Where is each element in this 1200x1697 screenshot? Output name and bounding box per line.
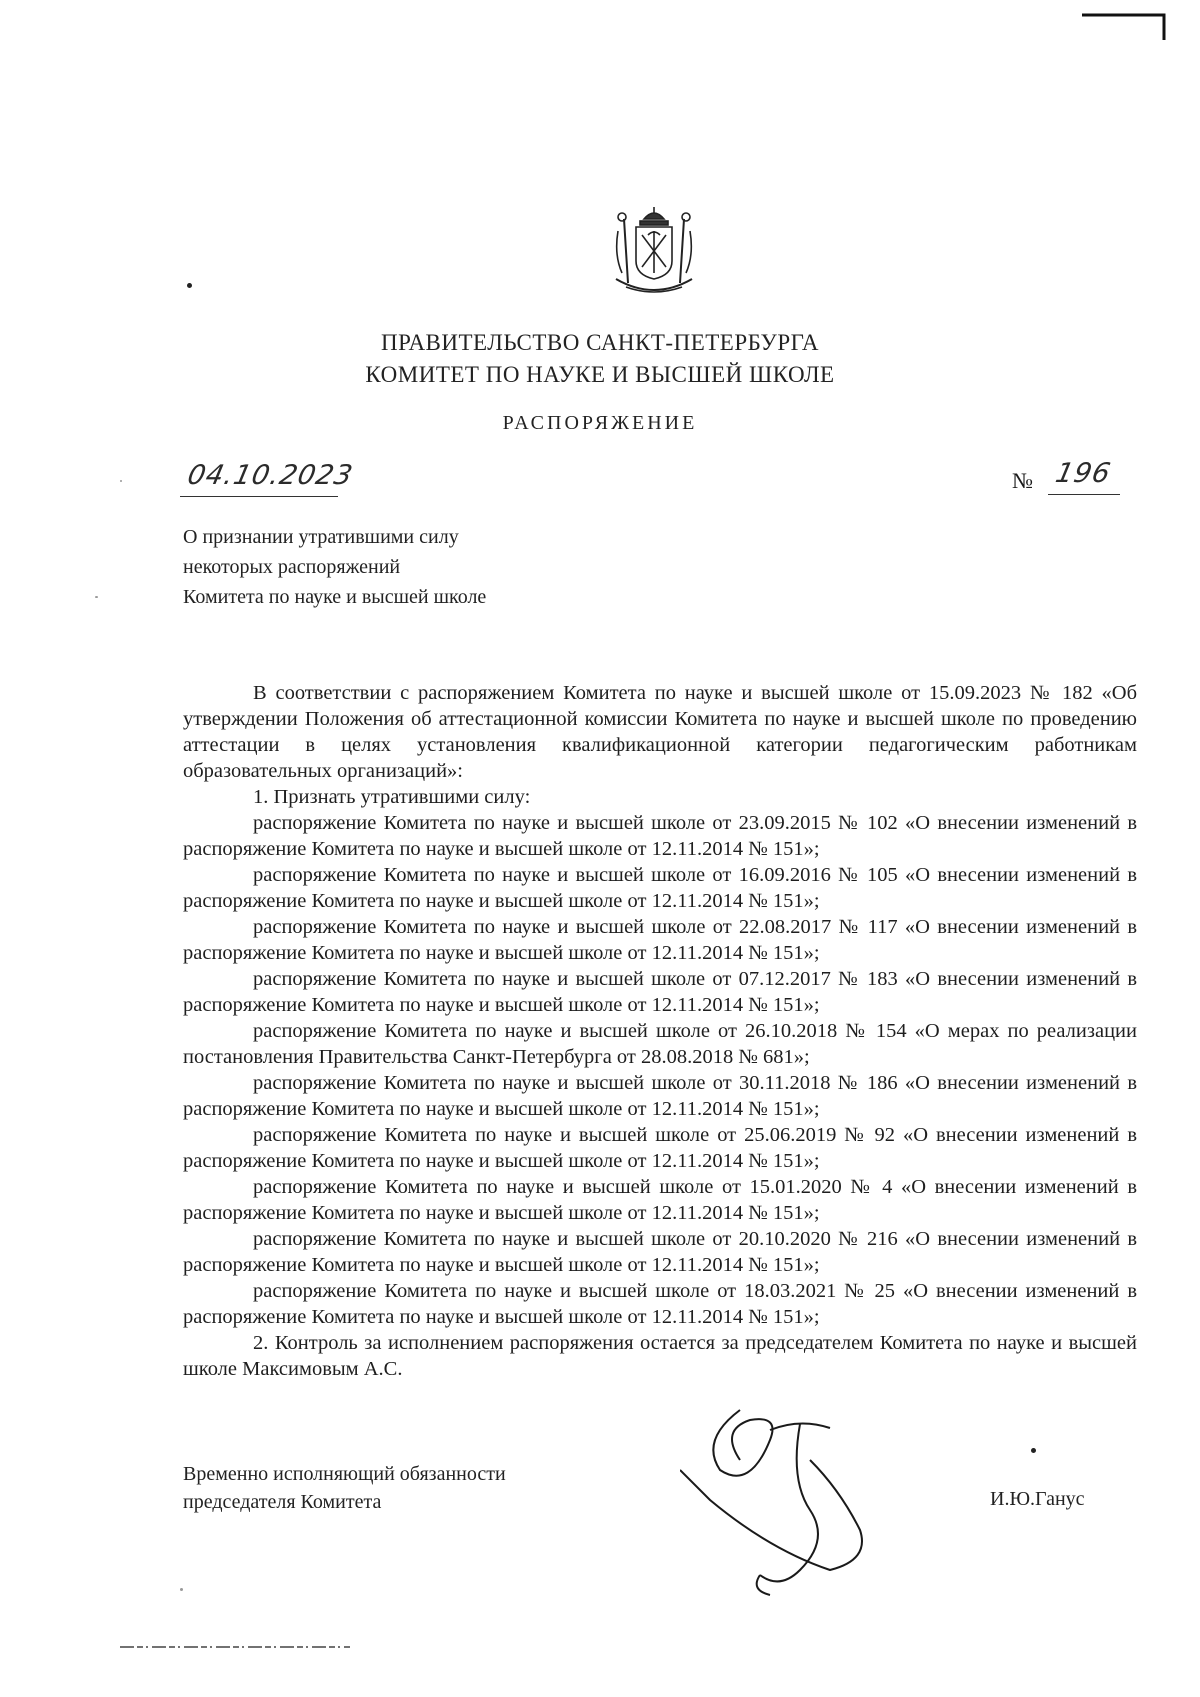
revoked-order-item: распоряжение Комитета по науке и высшей школе от 16.09.2016 № 105 «О внесении изменений в распоряжение Комитета по науке и высшей школе от 12.11.2014 № 151»; bbox=[183, 864, 1137, 912]
handwritten-signature bbox=[680, 1400, 900, 1600]
revoked-order-item: распоряжение Комитета по науке и высшей школе от 26.10.2018 № 154 «О мерах по реализации постановления Правительства Санкт-Петербурга от 28.08.2018 № 681»; bbox=[183, 1020, 1137, 1068]
document-type: РАСПОРЯЖЕНИЕ bbox=[502, 412, 698, 434]
subject-line: О признании утратившими силу bbox=[183, 526, 459, 548]
subject-line: Комитета по науке и высшей школе bbox=[183, 586, 487, 608]
handwritten-number: 196 bbox=[1052, 458, 1114, 489]
scan-speck bbox=[1031, 1448, 1036, 1453]
scan-footer-line bbox=[120, 1645, 350, 1649]
number-label: № bbox=[1012, 468, 1033, 493]
government-title: ПРАВИТЕЛЬСТВО САНКТ-ПЕТЕРБУРГА bbox=[380, 330, 820, 355]
point-2-paragraph: 2. Контроль за исполнением распоряжения остается за председателем Комитета по науке и высшей школе Максимовым А.С. bbox=[183, 1332, 1137, 1380]
position-line: председателя Комитета bbox=[183, 1491, 382, 1513]
revoked-order-item: распоряжение Комитета по науке и высшей школе от 18.03.2021 № 25 «О внесении изменений в распоряжение Комитета по науке и высшей школе от 12.11.2014 № 151»; bbox=[183, 1280, 1137, 1328]
subject-line: некоторых распоряжений bbox=[183, 556, 401, 578]
document-subject bbox=[183, 522, 486, 612]
scan-speck bbox=[180, 1588, 183, 1591]
number-field bbox=[1048, 460, 1120, 495]
revoked-order-item: распоряжение Комитета по науке и высшей школе от 20.10.2020 № 216 «О внесении изменений в распоряжение Комитета по науке и высшей школе от 12.11.2014 № 151»; bbox=[183, 1228, 1137, 1276]
handwritten-date: 04.10.2023 bbox=[184, 460, 356, 491]
scan-speck bbox=[187, 283, 192, 288]
preamble-paragraph: В соответствии с распоряжением Комитета по науке и высшей школе от 15.09.2023 № 182 «Об утверждении Положения об аттестационной комиссии Комитета по науке и высшей школе по проведению аттестации в целях установления квалификационной категории педагогическим работникам образовательных организаций»: bbox=[183, 682, 1137, 782]
revoked-order-item: распоряжение Комитета по науке и высшей школе от 15.01.2020 № 4 «О внесении изменений в распоряжение Комитета по науке и высшей школе от 12.11.2014 № 151»; bbox=[183, 1176, 1137, 1224]
coat-of-arms-emblem bbox=[608, 205, 700, 301]
revoked-order-item: распоряжение Комитета по науке и высшей школе от 30.11.2018 № 186 «О внесении изменений в распоряжение Комитета по науке и высшей школе от 12.11.2014 № 151»; bbox=[183, 1072, 1137, 1120]
position-line: Временно исполняющий обязанности bbox=[183, 1463, 506, 1485]
signatory-name: И.Ю.Ганус bbox=[990, 1488, 1085, 1510]
scan-speck bbox=[120, 480, 122, 482]
committee-title: КОМИТЕТ ПО НАУКЕ И ВЫСШЕЙ ШКОЛЕ bbox=[365, 362, 835, 387]
signatory-position bbox=[183, 1460, 506, 1516]
revoked-order-item: распоряжение Комитета по науке и высшей школе от 25.06.2019 № 92 «О внесении изменений в распоряжение Комитета по науке и высшей школе от 12.11.2014 № 151»; bbox=[183, 1124, 1137, 1172]
scan-speck bbox=[95, 596, 98, 598]
date-field bbox=[180, 460, 356, 497]
revoked-order-item: распоряжение Комитета по науке и высшей школе от 22.08.2017 № 117 «О внесении изменений в распоряжение Комитета по науке и высшей школе от 12.11.2014 № 151»; bbox=[183, 916, 1137, 964]
revoked-order-item: распоряжение Комитета по науке и высшей школе от 23.09.2015 № 102 «О внесении изменений в распоряжение Комитета по науке и высшей школе от 12.11.2014 № 151»; bbox=[183, 812, 1137, 860]
point-1-heading: 1. Признать утратившими силу: bbox=[253, 786, 531, 808]
corner-bracket-mark bbox=[1080, 12, 1170, 42]
document-body bbox=[183, 680, 1137, 1382]
revoked-order-item: распоряжение Комитета по науке и высшей школе от 07.12.2017 № 183 «О внесении изменений в распоряжение Комитета по науке и высшей школе от 12.11.2014 № 151»; bbox=[183, 968, 1137, 1016]
